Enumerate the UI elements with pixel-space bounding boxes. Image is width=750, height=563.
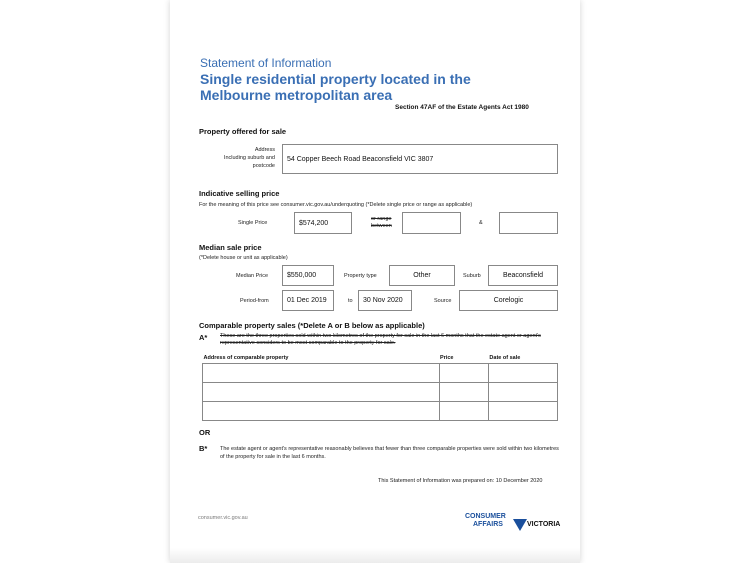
table-cell[interactable] [203, 364, 440, 383]
document-title: Single residential property located in the Melbourne metropolitan area [200, 71, 471, 103]
period-from-label: Period-from [240, 298, 269, 304]
period-to-label: to [348, 298, 353, 304]
act-reference: Section 47AF of the Estate Agents Act 1980 [395, 104, 529, 111]
range-label-line: or range [371, 216, 392, 222]
range-from-field[interactable] [402, 212, 461, 234]
median-heading: Median sale price [199, 243, 262, 252]
median-price-label: Median Price [236, 273, 269, 279]
page-bottom-shadow [170, 548, 580, 563]
median-note: (*Delete house or unit as applicable) [199, 255, 288, 261]
address-label-line: postcode [252, 163, 275, 169]
logo-line: CONSUMER [465, 513, 506, 520]
source-field[interactable]: Corelogic [459, 290, 558, 311]
address-label-line: Address [254, 147, 275, 153]
consumer-affairs-victoria-logo [465, 513, 561, 529]
prepared-date: This Statement of Information was prepared on: 10 December 2020 [378, 478, 543, 484]
footer-url: consumer.vic.gov.au [198, 515, 248, 521]
option-a-text: These are the three properties sold within two kilometres of the property for sale in the last 6 months that the estate agent or agent's representative considers to be most comparable to the property for sale. [220, 333, 541, 346]
column-header-date: Date of sale [489, 355, 521, 361]
option-a-marker: A* [199, 333, 208, 342]
option-b-marker: B* [199, 444, 208, 453]
period-to-field[interactable]: 30 Nov 2020 [358, 290, 412, 311]
table-cell[interactable] [203, 402, 440, 421]
table-cell[interactable] [488, 402, 557, 421]
address-field[interactable]: 54 Copper Beech Road Beaconsfield VIC 3807 [282, 144, 558, 174]
table-cell[interactable] [488, 383, 557, 402]
column-header-price: Price [440, 355, 454, 361]
table-cell[interactable] [439, 402, 488, 421]
range-to-field[interactable] [499, 212, 558, 234]
range-label-line: between [371, 223, 392, 229]
table-cell[interactable] [203, 383, 440, 402]
period-from-field[interactable]: 01 Dec 2019 [282, 290, 334, 311]
table-header-row [203, 353, 558, 364]
table-cell[interactable] [439, 364, 488, 383]
table-row [203, 383, 558, 402]
property-type-label: Property type [344, 273, 377, 279]
suburb-field[interactable]: Beaconsfield [488, 265, 558, 286]
logo-line: AFFAIRS [473, 521, 503, 528]
table-row [203, 402, 558, 421]
comparable-heading: Comparable property sales (*Delete A or B below as applicable) [199, 321, 425, 330]
median-price-field[interactable]: $550,000 [282, 265, 334, 286]
table-cell[interactable] [439, 383, 488, 402]
indicative-note: For the meaning of this price see consumer.vic.gov.au/underquoting (*Delete single price or range as applicable) [199, 202, 473, 208]
column-header-address: Address of comparable property [203, 355, 289, 361]
property-type-field[interactable]: Other [389, 265, 455, 286]
range-ampersand: & [479, 220, 483, 226]
option-b-text: The estate agent or agent's representative reasonably believes that fewer than three comparable properties were sold within two kilometres of the property for sale in the last 6 months. [220, 446, 559, 460]
address-label-line: Including suburb and [223, 155, 275, 161]
suburb-label: Suburb [463, 273, 481, 279]
single-price-label: Single Price [238, 220, 268, 226]
table-cell[interactable] [488, 364, 557, 383]
comparable-table [202, 353, 558, 421]
victoria-triangle-icon [513, 519, 527, 531]
address-label [200, 146, 275, 170]
single-price-field[interactable]: $574,200 [294, 212, 352, 234]
table-row [203, 364, 558, 383]
indicative-heading: Indicative selling price [199, 189, 280, 198]
logo-line: VICTORIA [527, 521, 561, 528]
range-label [371, 216, 392, 230]
document-subtitle: Statement of Information [200, 56, 332, 70]
or-label: OR [199, 428, 211, 437]
source-label: Source [434, 298, 452, 304]
property-heading: Property offered for sale [199, 127, 287, 136]
